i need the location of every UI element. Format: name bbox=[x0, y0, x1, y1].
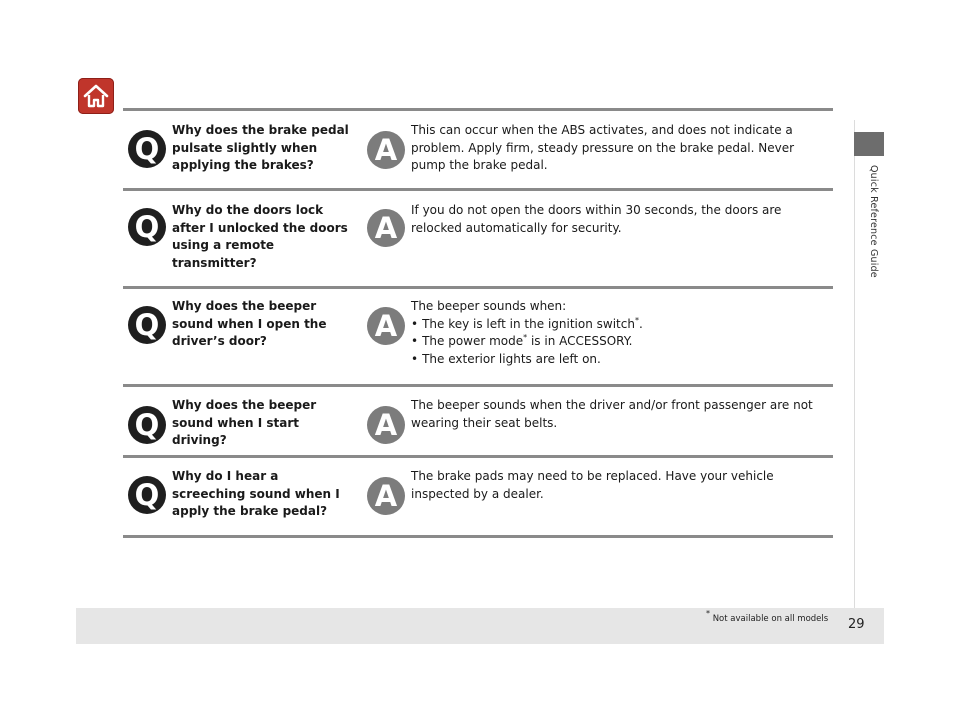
home-button[interactable] bbox=[78, 78, 114, 114]
footnote: * Not available on all models bbox=[706, 609, 829, 624]
question-text: Why do I hear a screeching sound when I apply the brake pedal? bbox=[172, 469, 340, 518]
question-icon: Q bbox=[128, 306, 166, 344]
answer-intro: The beeper sounds when: bbox=[411, 299, 567, 313]
qa-item bbox=[123, 387, 833, 458]
home-icon bbox=[83, 84, 109, 108]
answer-text: If you do not open the doors within 30 seconds, the doors are relocked automatically for security. bbox=[411, 203, 782, 235]
qa-item bbox=[123, 191, 833, 289]
question-text: Why does the beeper sound when I start driving? bbox=[172, 398, 317, 447]
answer-text: This can occur when the ABS activates, and does not indicate a problem. Apply firm, steady pressure on the brake pedal. Never pump the brake pedal. bbox=[411, 123, 795, 172]
answer-text: The brake pads may need to be replaced. Have your vehicle inspected by a dealer. bbox=[411, 469, 774, 501]
answer-icon: A bbox=[367, 131, 405, 169]
bullet-item: • The key is left in the ignition switch*. bbox=[411, 316, 826, 334]
question-text: Why does the beeper sound when I open the driver’s door? bbox=[172, 299, 327, 348]
question-text: Why does the brake pedal pulsate slightly when applying the brakes? bbox=[172, 123, 349, 172]
qa-item bbox=[123, 289, 833, 387]
answer-icon: A bbox=[367, 477, 405, 515]
question-text: Why do the doors lock after I unlocked the doors using a remote transmitter? bbox=[172, 203, 348, 270]
answer-icon: A bbox=[367, 209, 405, 247]
section-tab-marker bbox=[854, 132, 884, 156]
qa-list bbox=[123, 108, 833, 538]
question-icon: Q bbox=[128, 130, 166, 168]
question-icon: Q bbox=[128, 208, 166, 246]
bullet-item: • The power mode* is in ACCESSORY. bbox=[411, 333, 826, 351]
side-divider bbox=[854, 120, 855, 610]
answer-text: The beeper sounds when the driver and/or front passenger are not wearing their seat belts. bbox=[411, 398, 813, 430]
answer-icon: A bbox=[367, 406, 405, 444]
question-icon: Q bbox=[128, 476, 166, 514]
section-tab-label: Quick Reference Guide bbox=[868, 165, 879, 278]
page-number: 29 bbox=[848, 617, 865, 632]
qa-item bbox=[123, 111, 833, 191]
question-icon: Q bbox=[128, 406, 166, 444]
answer-icon: A bbox=[367, 307, 405, 345]
qa-item bbox=[123, 458, 833, 538]
answer-text bbox=[411, 298, 826, 368]
bullet-item: • The exterior lights are left on. bbox=[411, 351, 826, 369]
